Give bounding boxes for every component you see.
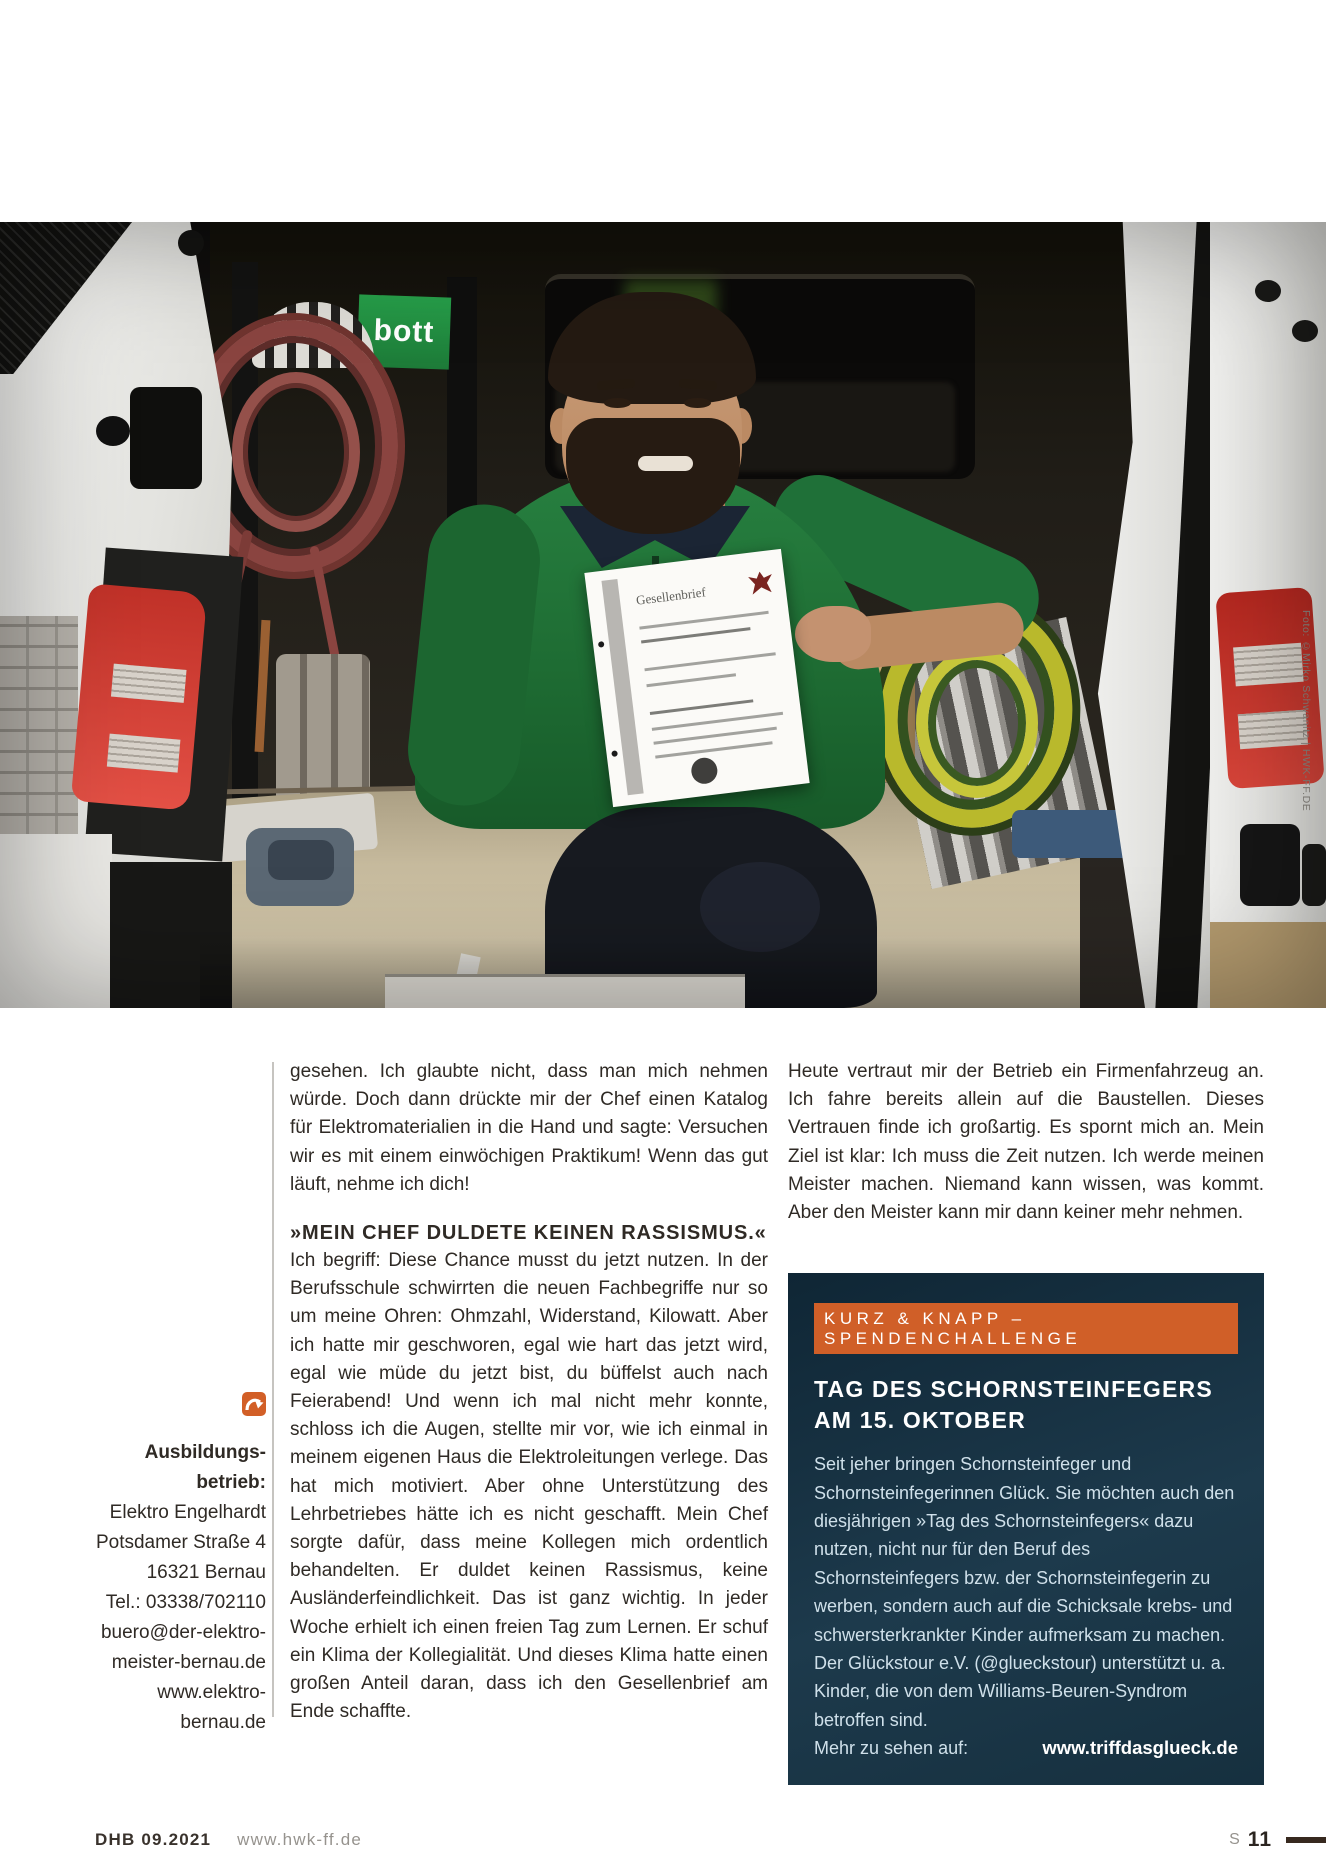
article-paragraph: gesehen. Ich glaubte nicht, dass man mich nehmen würde. Doch dann drückte mir der Chef einen Katalog für Elektromaterialien in die Hand und sagte: Versuchen wir es mit einem einwöchigen Praktikum! Wenn das gut läuft, nehme ich dich!: [290, 1061, 768, 1195]
infobox-title-line: AM 15. OKTOBER: [814, 1407, 1026, 1434]
page-number: 11: [1247, 1828, 1272, 1851]
article-paragraph: Ich begriff: Diese Chance musst du jetzt nutzen. In der Berufsschule schwirrten die neuen Fachbegriffe nur so um meine Ohren: Ohmzahl, Widerstand, Kilowatt. Aber ich hatte mir geschworen, egal wie hart das jetzt wird, egal wie müde du jetzt bist, du büffelst auch nach Feierabend! Und wenn ich mal nicht mehr konnte, schloss ich die Augen, stellte mir vor, wie ich einmal in meinem eigenen Haus die Elektroleitungen verlege. Das hat mich motiviert. Aber ohne Unterstützung des Lehrbetriebes hätte ich es nicht geschafft. Mein Chef sorgte dafür, dass meine Kollegen mich ordentlich behandelten. Er duldet keinen Rassismus, keine Ausländerfeindlichkeit. Das ist ganz wichtig. In jeder Woche erhielt ich einen freien Tag zum Lernen. Er schuf ein Klima der Kollegialität. Und dieses Klima hatte einen großen Anteil daran, dass ich den Gesellenbrief am Ende schaffte.: [290, 1250, 768, 1723]
infobox-url: www.triffdasglueck.de: [1042, 1737, 1238, 1759]
city: 16321 Bernau: [146, 1562, 266, 1583]
pull-quote-heading: »MEIN CHEF DULDETE KEINEN RASSISMUS.«: [290, 1222, 767, 1245]
infobox-more-row: [814, 1734, 1238, 1762]
bott-sign-label: bott: [373, 313, 435, 350]
photo-credit: Foto: ©Mirko Schwanitz | HWK-FF.DE: [1300, 610, 1312, 812]
photo-shape: [0, 222, 1326, 1008]
contact-sidebar: [86, 1392, 266, 1738]
column-divider: [272, 1062, 274, 1717]
article-column-1: [290, 1058, 768, 1726]
footer-bar: [1286, 1837, 1326, 1843]
infobox-body: Seit jeher bringen Schornsteinfeger und Schornsteinfegerinnen Glück. Sie möchten auch den diesjährigen »Tag des Schornsteinfegers« dazu nutzen, nicht nur für den Beruf des Schornsteinfegers bzw. der Schornsteinfegerin zu werben, sondern auch auf die Schicksale krebs- und schwersterkrankter Kinder aufmerksam zu machen. Der Glückstour e.V. (@glueckstour) unterstützt u. a. Kinder, die von dem Williams-Beuren-Syndrom betroffen sind.: [814, 1454, 1235, 1730]
street-address: Potsdamer Straße 4: [95, 1532, 266, 1553]
article-paragraph: Heute vertraut mir der Betrieb ein Firmenfahrzeug an. Ich fahre bereits allein auf die Baustellen. Dieses Vertrauen finde ich großartig. Es spornt mich an. Mein Ziel ist klar: Ich muss die Zeit nutzen. Ich werde meinen Meister machen. Niemand kann wissen, was kommt. Aber den Meister kann mir dann keiner mehr nehmen.: [788, 1061, 1264, 1224]
infobox-title: [814, 1374, 1238, 1436]
article-photo: [0, 222, 1326, 1008]
certificate-title: Gesellenbrief: [635, 584, 707, 608]
article-column-2: [788, 1058, 1264, 1785]
website-line: www.elektro-: [157, 1682, 266, 1703]
email-line: meister-bernau.de: [111, 1652, 266, 1673]
website-line: bernau.de: [180, 1712, 266, 1733]
page-prefix: S: [1229, 1831, 1241, 1848]
footer-website: www.hwk-ff.de: [237, 1830, 363, 1849]
footer-left: [95, 1830, 362, 1850]
infobox-more-label: Mehr zu sehen auf:: [814, 1738, 969, 1759]
footer-right: [1229, 1828, 1326, 1852]
phone: Tel.: 03338/702110: [105, 1592, 266, 1613]
issue-label: DHB 09.2021: [95, 1830, 212, 1849]
sidebar-label: betrieb:: [196, 1472, 266, 1493]
page-footer: [0, 1828, 1326, 1854]
share-arrow-icon: [242, 1392, 266, 1416]
email-line: buero@der-elektro-: [100, 1622, 266, 1643]
infobox-spendenchallenge: [788, 1273, 1264, 1784]
company-name: Elektro Engelhardt: [109, 1502, 266, 1523]
infobox-badge: KURZ & KNAPP – SPENDENCHALLENGE: [814, 1303, 1238, 1354]
infobox-title-line: TAG DES SCHORNSTEINFEGERS: [814, 1376, 1213, 1403]
sidebar-label: Ausbildungs-: [144, 1442, 266, 1463]
